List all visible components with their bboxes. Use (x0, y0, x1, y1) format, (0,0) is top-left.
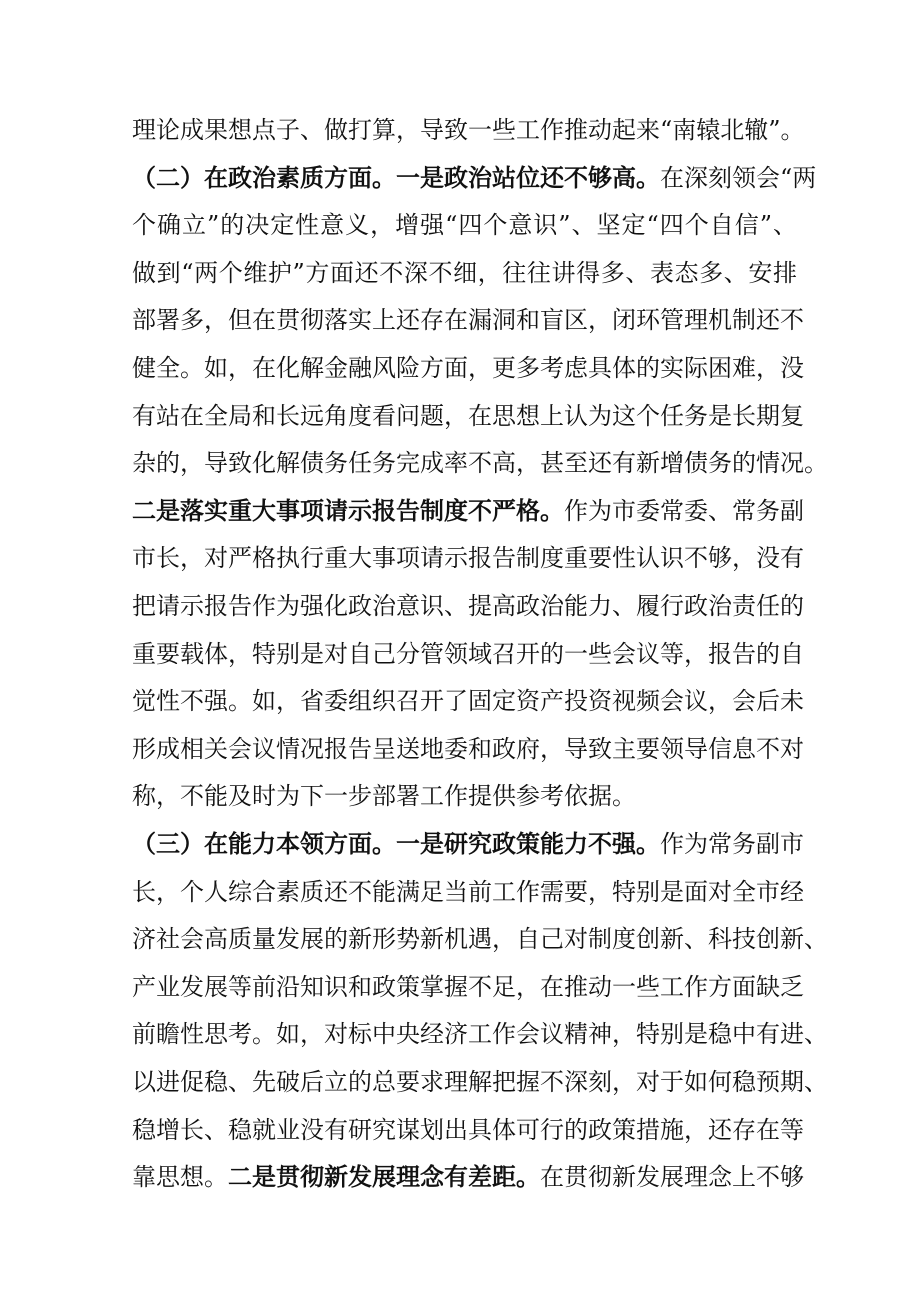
text-run: 靠思想。 (132, 1163, 228, 1192)
text-line-13 (132, 679, 804, 723)
text-line-19 (132, 965, 804, 1009)
text-run: 杂的，导致化解债务任务完成率不高，甚至还有新增债务的情况。 (132, 449, 828, 478)
text-run: 济社会高质量发展的新形势新机遇，自己对制度创新、科技创新、 (132, 925, 828, 954)
text-run: 作为市委常委、常务副 (564, 496, 804, 525)
text-line-20 (132, 1012, 828, 1056)
text-line-7 (132, 394, 804, 438)
text-line-17 (132, 870, 804, 914)
text-run: 健全。如，在化解金融风险方面，更多考虑具体的实际困难，没 (132, 354, 804, 382)
text-run: 以进促稳、先破后立的总要求理解把握不深刻，对于如何稳预期、 (132, 1068, 828, 1096)
bold-text-run: 二是贯彻新发展理念有差距。 (228, 1162, 540, 1192)
bold-text-run: （二）在政治素质方面。一是政治站位还不够高。 (132, 162, 660, 192)
text-line-9 (132, 489, 804, 533)
text-run: 个确立”的决定性意义，增强“四个意识”、坚定“四个自信”、 (132, 211, 797, 240)
text-line-21 (132, 1060, 828, 1104)
text-run: 长，个人综合素质还不能满足当前工作需要，特别是面对全市经 (132, 877, 804, 906)
text-line-3 (132, 203, 797, 247)
text-run: 前瞻性思考。如，对标中央经济工作会议精神，特别是稳中有进、 (132, 1020, 828, 1049)
bold-text-run: 二是落实重大事项请示报告制度不严格。 (132, 495, 564, 525)
text-line-10 (132, 536, 804, 580)
text-line-14 (132, 727, 804, 771)
text-run: 做到“两个维护”方面还不深不细，往往讲得多、表态多、安排 (132, 258, 797, 287)
text-run: 把请示报告作为强化政治意识、提高政治能力、履行政治责任的 (132, 592, 804, 620)
text-run: 在贯彻新发展理念上不够 (540, 1163, 804, 1192)
text-run: 在深刻领会“两 (660, 163, 817, 192)
text-line-4 (132, 251, 797, 295)
text-run: 称，不能及时为下一步部署工作提供参考依据。 (132, 782, 636, 811)
text-run: 市长，对严格执行重大事项请示报告制度重要性认识不够，没有 (132, 544, 804, 573)
text-line-22 (132, 1108, 804, 1152)
text-line-11 (132, 584, 804, 628)
text-run: 理论成果想点子、做打算，导致一些工作推动起来“南辕北辙”。 (132, 116, 805, 144)
bold-text-run: （三）在能力本领方面。一是研究政策能力不强。 (132, 829, 660, 858)
text-run: 觉性不强。如，省委组织召开了固定资产投资视频会议，会后未 (132, 687, 804, 716)
text-line-8 (132, 441, 828, 485)
text-line-1 (132, 108, 805, 152)
text-line-18 (132, 917, 828, 961)
text-line-16 (132, 822, 804, 866)
text-run: 产业发展等前沿知识和政策掌握不足，在推动一些工作方面缺乏 (132, 972, 804, 1001)
text-run: 重要载体，特别是对自己分管领域召开的一些会议等，报告的自 (132, 639, 804, 668)
text-run: 有站在全局和长远角度看问题，在思想上认为这个任务是长期复 (132, 401, 804, 430)
text-line-6 (132, 346, 804, 390)
text-run: 作为常务副市 (660, 830, 804, 858)
text-run: 部署多，但在贯彻落实上还存在漏洞和盲区，闭环管理机制还不 (132, 306, 804, 335)
text-run: 形成相关会议情况报告呈送地委和政府，导致主要领导信息不对 (132, 734, 804, 763)
text-line-15 (132, 774, 797, 818)
text-line-12 (132, 632, 804, 676)
text-line-23 (132, 1155, 804, 1199)
text-line-2 (132, 156, 817, 200)
text-line-5 (132, 298, 804, 342)
text-run: 稳增长、稳就业没有研究谋划出具体可行的政策措施，还存在等 (132, 1115, 804, 1144)
